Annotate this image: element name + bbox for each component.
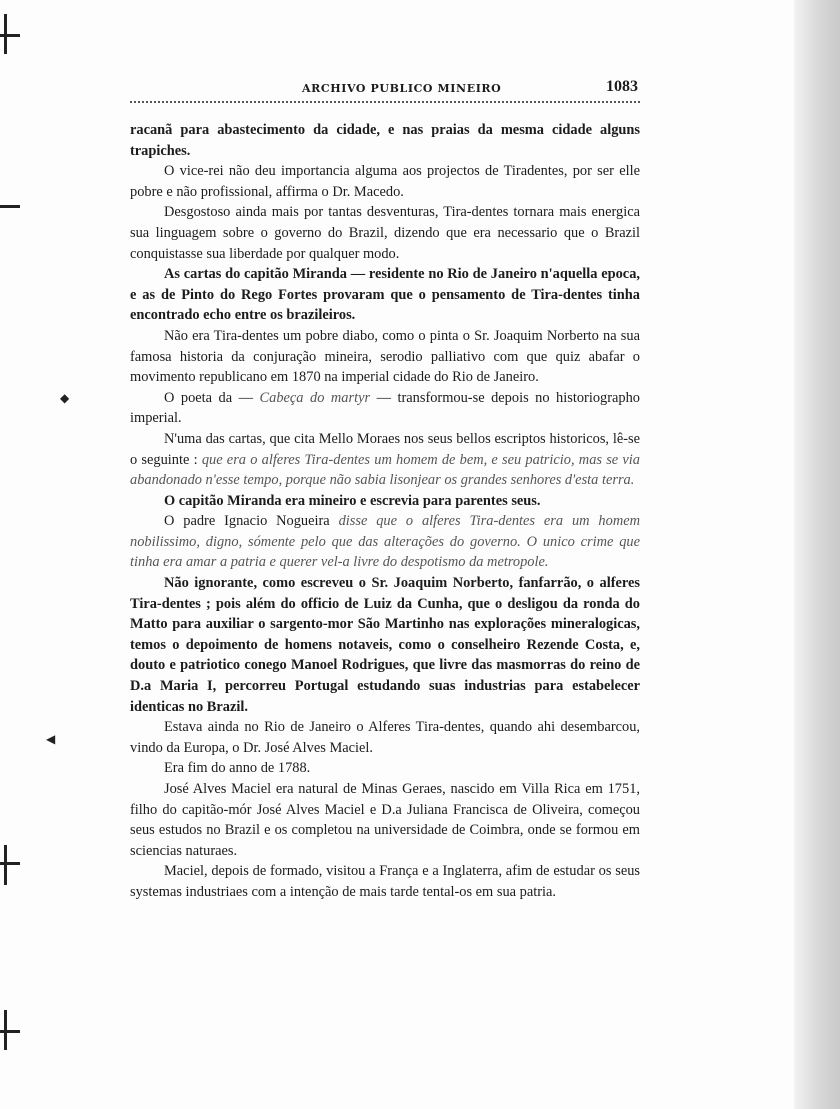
margin-mark [4,1010,7,1050]
text-run: Desgostoso ainda mais por tantas desventuras, Tira-dentes tornara mais energica sua linguagem sobre o governo do Brazil, dizendo que era necessario que o Brazil conquistasse sua liberdade por qualquer modo. [130,204,640,262]
margin-mark [0,205,20,208]
binding-shadow [794,0,840,1109]
margin-arrow-icon: ◀ [46,732,56,746]
text-run: Maciel, depois de formado, visitou a França e a Inglaterra, afim de estudar os seus systemas industriaes com a intenção de mais tarde tental-os em sua patria. [130,863,640,900]
paragraph [130,202,640,264]
text-run: José Alves Maciel era natural de Minas Geraes, nascido em Villa Rica em 1751, filho do capitão-mór José Alves Maciel e D.a Juliana Francisca de Oliveira, começou seus estudos no Brazil e os completou na universidade de Coimbra, onde se formou em sciencias naturaes. [130,781,640,859]
paragraph [130,429,640,491]
text-run: As cartas do capitão Miranda — residente no Rio de Janeiro n'aquella epoca, e as de Pinto do Rego Fortes provaram que o pensamento de Tira-dentes tinha encontrado echo entre os brazileiros. [130,266,640,324]
text-run: racanã para abastecimento da cidade, e nas praias da mesma cidade alguns trapiches. [130,122,640,159]
paragraph [130,573,640,717]
text-run: — transformou-se depois no historiographo imperial. [130,389,640,427]
margin-mark [4,14,7,54]
header-title: ARCHIVO PUBLICO MINEIRO [302,82,502,95]
body-text [130,120,640,903]
paragraph [130,758,640,779]
margin-mark [4,845,7,885]
text-run: Estava ainda no Rio de Janeiro o Alferes Tira-dentes, quando ahi desembarcou, vindo da Europa, o Dr. José Alves Maciel. [130,719,640,756]
paragraph [130,491,640,512]
text-run: Não era Tira-dentes um pobre diabo, como o pinta o Sr. Joaquim Norberto na sua famosa historia da conjuração mineira, serodio palliativo com que quiz abafar o movimento republicano em 1870 na imperial cidade do Rio de Janeiro. [130,327,640,386]
paragraph [130,264,640,326]
paragraph [130,511,640,573]
text-run: O vice-rei não deu importancia alguma aos projectos de Tiradentes, por ser elle pobre e não profissional, affirma o Dr. Macedo. [130,163,640,200]
margin-arrow-icon: ◆ [60,391,70,405]
paragraph [130,717,640,758]
header-rule [130,101,640,103]
italic-quote: Cabeça do martyr [259,389,371,406]
text-run: O padre Ignacio Nogueira [164,513,339,530]
paragraph [130,120,640,161]
italic-quote: disse que o alferes Tira-dentes era um homem nobilissimo, digno, sómente pelo que das alterações do governo. O unico crime que tinha era amar a patria e querer vel-a livre do despotismo da metropole. [130,513,640,571]
running-header [130,78,640,100]
paragraph [130,779,640,861]
paragraph [130,861,640,902]
margin-mark [0,1030,20,1033]
margin-mark [0,34,20,37]
margin-mark [0,862,20,865]
paragraph [130,161,640,202]
paragraph [130,388,640,429]
text-run: Era fim do anno de 1788. [164,760,311,777]
text-run: N'uma das cartas, que cita Mello Moraes nos seus bellos escriptos historicos, lê-se o seguinte : [130,430,640,468]
text-run: O poeta da — [164,389,260,406]
paragraph [130,326,640,388]
italic-quote: que era o alferes Tira-dentes um homem de bem, e seu patricio, mas se via abandonado n'esse tempo, porque não sabia lisonjear os grandes senhores d'esta terra. [130,451,640,489]
page-number: 1083 [606,78,638,95]
text-run: O capitão Miranda era mineiro e escrevia para parentes seus. [164,492,541,509]
text-run: Não ignorante, como escreveu o Sr. Joaquim Norberto, fanfarrão, o alferes Tira-dentes ; pois além do officio de Luiz da Cunha, que o desligou da ronda do Matto para auxiliar o sargento-mor São Martinho nas explorações mineralogicas, temos o depoimento de homens notaveis, como o conselheiro Rezende Costa, e, douto e patriotico conego Manoel Rodrigues, que livre das masmorras do reino de D.a Maria I, percorreu Portugal estudando suas industrias para estabelecer identicas no Brazil. [130,575,640,715]
